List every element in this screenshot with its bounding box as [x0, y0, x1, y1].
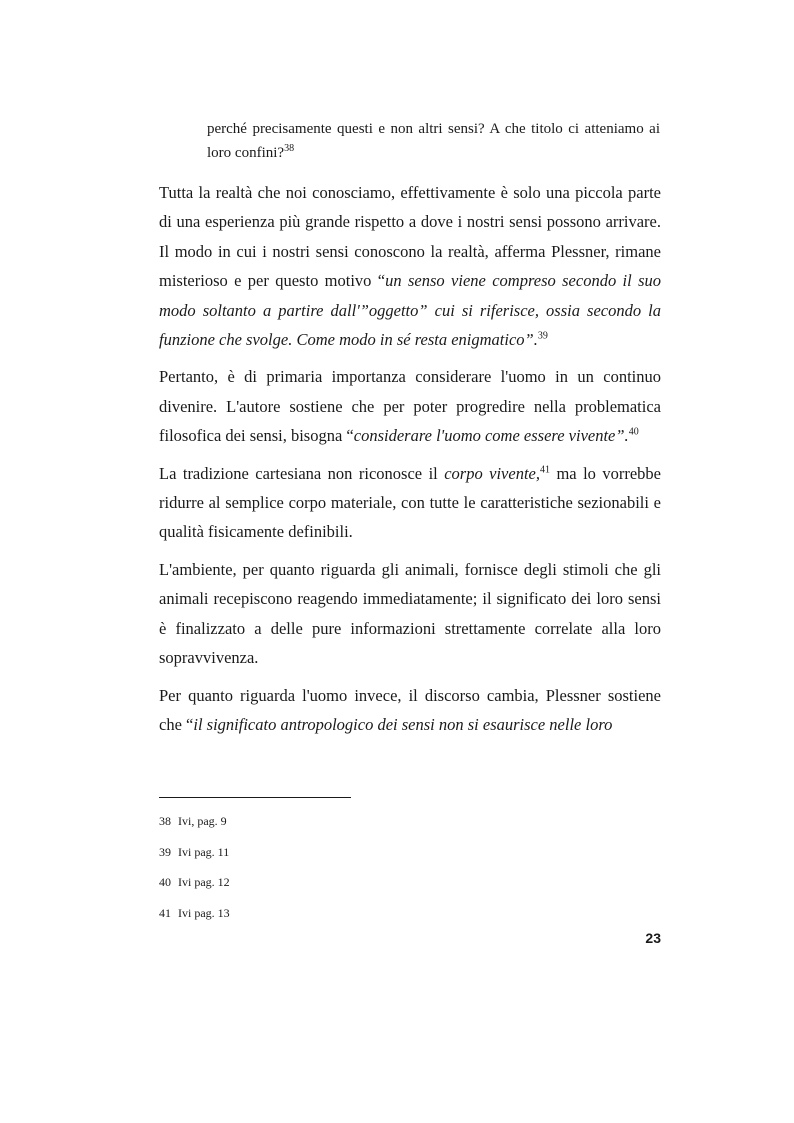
page-number: 23: [645, 930, 661, 946]
footnote-ref-41: 41: [540, 464, 550, 476]
footnote-text: Ivi pag. 11: [178, 844, 230, 859]
paragraph-1-quote: un senso viene compreso secondo il suo modo soltanto a partire dall'”oggetto” cui si riferisce, ossia secondo la funzione che svolge. Come modo in sé resta enigmatico”.: [159, 271, 662, 350]
paragraph-3-text-a: La tradizione cartesiana non riconosce il: [159, 463, 445, 483]
footnote-text: Ivi pag. 12: [178, 875, 230, 889]
paragraph-2-quote: considerare l'uomo come essere vivente”.: [353, 426, 629, 446]
paragraph-2: [159, 362, 661, 450]
footnote-ref-39: 39: [537, 330, 548, 342]
footnote-number: 39: [159, 844, 171, 859]
footnote-number: 41: [159, 905, 171, 920]
footnote-text: Ivi pag. 13: [178, 905, 230, 920]
paragraph-2-text: Pertanto, è di primaria importanza considerare l'uomo in un continuo divenire. L'autore sostiene che per poter progredire nella problematica filosofica dei sensi, bisogna “: [159, 367, 661, 446]
quote-text: perché precisamente questi e non altri sensi? A che titolo ci atteniamo ai loro confini?: [207, 121, 660, 161]
footnote-separator: [159, 797, 351, 798]
footnote-40: [159, 867, 559, 898]
paragraph-5-quote: il significato antropologico dei sensi non si esaurisce nelle loro: [193, 714, 613, 734]
footnote-41: [159, 898, 559, 929]
paragraph-4: L'ambiente, per quanto riguarda gli animali, fornisce degli stimoli che gli animali recepiscono reagendo immediatamente; il significato dei loro sensi è finalizzato a delle pure informazioni strettamente correlate alla loro sopravvivenza.: [159, 559, 661, 668]
body-text: [159, 178, 661, 747]
footnote-ref-40: 40: [628, 426, 639, 438]
paragraph-1-text: Tutta la realtà che noi conosciamo, effettivamente è solo una piccola parte di una esperienza più grande rispetto a dove i nostri sensi possono arrivare. Il modo in cui i nostri sensi conoscono la realtà, afferma Plessner, rimane misterioso e per questo motivo “: [159, 183, 661, 291]
paragraph-5: [159, 681, 661, 740]
footnote-number: 38: [159, 814, 171, 828]
paragraph-3-italic: corpo vivente,: [444, 463, 540, 483]
paragraph-5-text: Per quanto riguarda l'uomo invece, il discorso cambia, Plessner sostiene che “: [159, 685, 661, 734]
paragraph-3-text-b: ma lo vorrebbe ridurre al semplice corpo materiale, con tutte le caratteristiche sezionabili e qualità fisicamente definibili.: [159, 463, 661, 542]
footnote-38: [159, 806, 559, 837]
paragraph-1: [159, 178, 661, 354]
footnote-text: Ivi, pag. 9: [178, 814, 227, 828]
footnote-39: [159, 837, 559, 868]
footnotes: [159, 806, 559, 928]
footnote-ref-38: 38: [284, 143, 295, 154]
block-quote: [207, 117, 660, 165]
footnote-number: 40: [159, 875, 171, 889]
paragraph-3: [159, 459, 661, 547]
